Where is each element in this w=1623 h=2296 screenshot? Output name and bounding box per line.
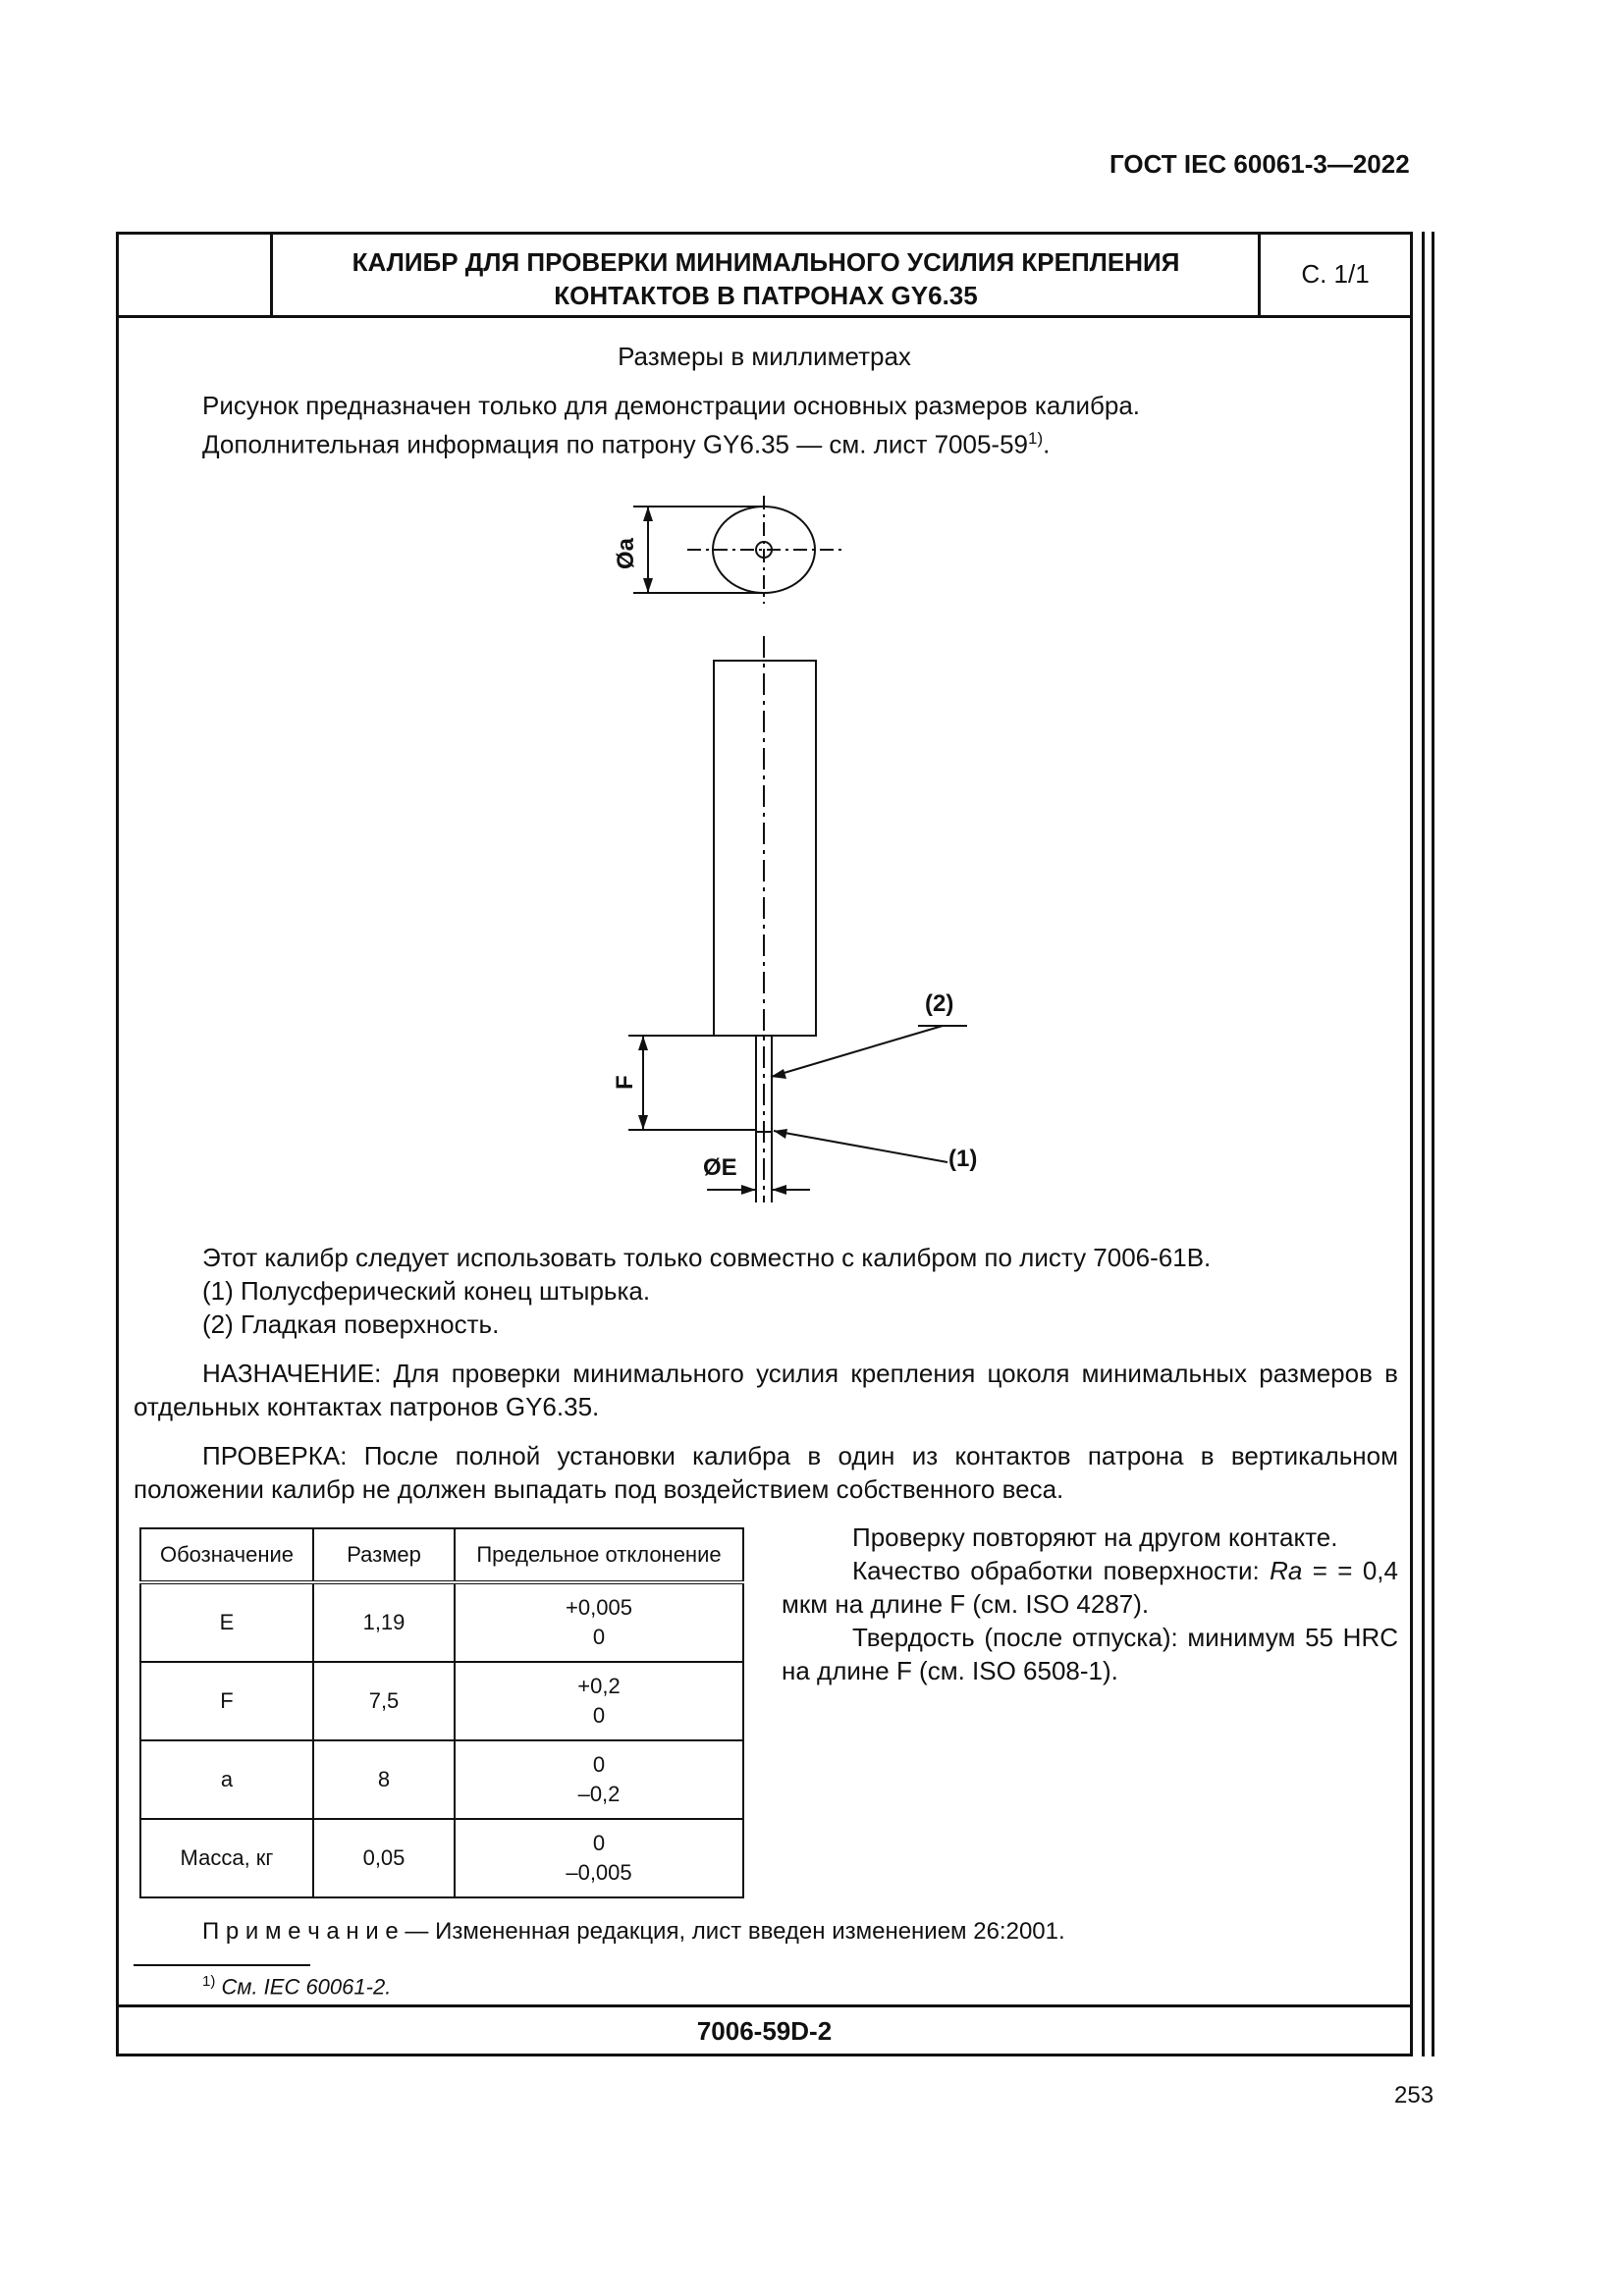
cell-tolerance <box>455 1740 743 1819</box>
hardness-text: Твердость (после отпуска): минимум 55 HRC на длине F (см. ISO 6508-1). <box>782 1623 1398 1685</box>
cell-designation: Масса, кг <box>140 1819 313 1897</box>
note-text: — Измененная редакция, лист введен изменением 26:2001. <box>398 1918 1065 1945</box>
check-paragraph: ПРОВЕРКА: После полной установки калибра в один из контактов патрона в вертикальном положении калибр не должен выпадать под воздействием собственного веса. <box>134 1441 1398 1504</box>
dim-F-label: F <box>612 1075 638 1090</box>
table-row <box>140 1662 743 1740</box>
arrow-E-right <box>772 1185 786 1195</box>
cell-tolerance <box>455 1582 743 1662</box>
leader-1 <box>774 1131 947 1162</box>
cell-tolerance <box>455 1662 743 1740</box>
note-label: П р и м е ч а н и е <box>202 1918 399 1945</box>
sheet-title-line2: КОНТАКТОВ В ПАТРОНАХ GY6.35 <box>554 281 978 310</box>
sheet-title-line1: КАЛИБР ДЛЯ ПРОВЕРКИ МИНИМАЛЬНОГО УСИЛИЯ КРЕПЛЕНИЯ <box>352 247 1180 277</box>
sheet-code: 7006-59D-2 <box>696 2016 833 2046</box>
tolerance-lower: –0,2 <box>577 1782 621 1806</box>
intro-text <box>202 389 1380 461</box>
tolerance-upper: 0 <box>592 1752 606 1777</box>
intro-line-2-text: Дополнительная информация по патрону GY6.35 — см. лист 7005-59 <box>202 429 1029 459</box>
tolerance-lower: 0 <box>592 1625 606 1649</box>
arrow-2 <box>771 1069 786 1079</box>
usage-line: Этот калибр следует использовать только совместно с калибром по листу 7006-61B. <box>202 1243 1212 1272</box>
cell-designation: a <box>140 1740 313 1819</box>
intro-line-1: Рисунок предназначен только для демонстрации основных размеров калибра. <box>202 391 1141 420</box>
quality-text-a: Качество обработки поверхности: <box>852 1556 1271 1585</box>
tolerance-upper: 0 <box>592 1831 606 1855</box>
arrow-a-bottom <box>643 578 653 593</box>
arrow-F-top <box>638 1036 648 1050</box>
standard-designation: ГОСТ IEC 60061-3—2022 <box>1109 149 1410 179</box>
col-header-size: Размер <box>313 1528 455 1582</box>
tolerance-lower: –0,005 <box>566 1860 632 1885</box>
footnote-text: См. IEC 60061-2. <box>221 1974 392 2000</box>
note-1: (1) Полусферический конец штырька. <box>202 1276 651 1306</box>
col-header-tolerance: Предельное отклонение <box>455 1528 743 1582</box>
intro-line-2 <box>202 422 1380 461</box>
dim-E-label: ØE <box>703 1154 737 1181</box>
cell-tolerance <box>455 1819 743 1897</box>
purpose-paragraph: НАЗНАЧЕНИЕ: Для проверки минимального усилия крепления цоколя минимальных размеров в отдельных контактах патронов GY6.35. <box>134 1359 1398 1421</box>
leader-2 <box>771 1026 943 1077</box>
right-column-text <box>782 1521 1398 1687</box>
footnote-marker: 1) <box>202 1973 216 1990</box>
header-cell-divider <box>270 232 273 318</box>
sheet-title <box>285 245 1247 312</box>
table-row <box>140 1582 743 1662</box>
units-note: Размеры в миллиметрах <box>618 342 911 371</box>
cell-size: 1,19 <box>313 1582 455 1662</box>
quality-text-b: = = 0,4 мкм на длине F (см. ISO 4287). <box>782 1556 1398 1619</box>
col-header-designation: Обозначение <box>140 1528 313 1582</box>
arrow-a-top <box>643 507 653 521</box>
frame-margin-line <box>1422 232 1425 2056</box>
page-number: 253 <box>1394 2082 1434 2109</box>
table-row <box>140 1819 743 1897</box>
quality-text <box>782 1554 1398 1621</box>
footnote-separator <box>134 1964 310 1966</box>
cell-size: 7,5 <box>313 1662 455 1740</box>
gauge-drawing <box>589 481 1041 1217</box>
cell-designation: E <box>140 1582 313 1662</box>
cell-designation: F <box>140 1662 313 1740</box>
quality-ra: Ra <box>1270 1556 1303 1585</box>
header-cell-divider <box>1258 232 1261 318</box>
table-row <box>140 1740 743 1819</box>
arrow-E-left <box>741 1185 756 1195</box>
sheet-number: С. 1/1 <box>1301 259 1370 289</box>
note <box>202 1918 1065 1946</box>
header-divider <box>116 315 1413 318</box>
cell-size: 8 <box>313 1740 455 1819</box>
cell-size: 0,05 <box>313 1819 455 1897</box>
footnote-ref: 1) <box>1028 429 1044 448</box>
callout-1-label: (1) <box>948 1146 978 1172</box>
tolerance-lower: 0 <box>592 1703 606 1728</box>
note-2: (2) Гладкая поверхность. <box>202 1309 500 1339</box>
intro-line-2-end: . <box>1043 429 1051 459</box>
footer-divider <box>116 2004 1413 2007</box>
arrow-F-bottom <box>638 1115 648 1130</box>
tolerance-upper: +0,2 <box>577 1674 621 1698</box>
footnote <box>202 1973 391 2000</box>
usage-notes <box>202 1241 1380 1341</box>
dim-a-label: Øa <box>613 537 639 569</box>
frame-margin-line <box>1432 232 1434 2056</box>
repeat-text: Проверку повторяют на другом контакте. <box>852 1522 1338 1552</box>
dimensions-table <box>139 1527 744 1898</box>
callout-2-label: (2) <box>925 990 954 1017</box>
tolerance-upper: +0,005 <box>566 1595 632 1620</box>
